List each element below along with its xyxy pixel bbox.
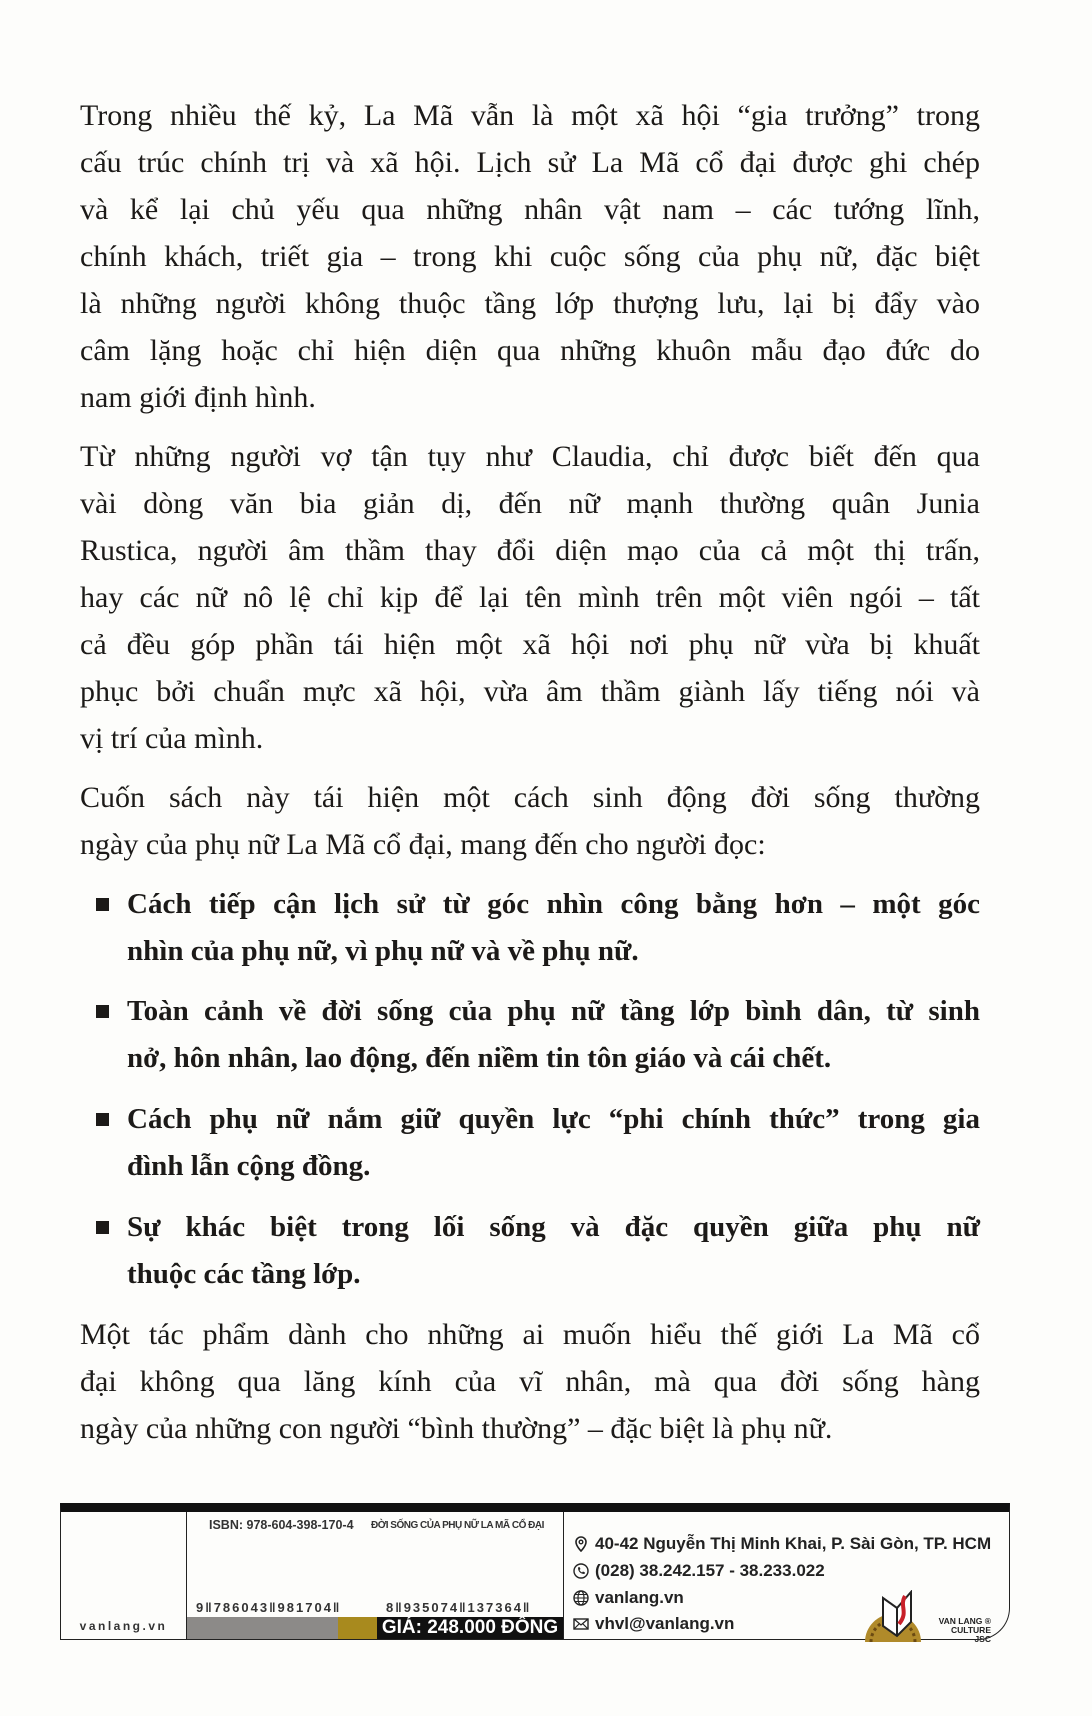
text-line: Trong nhiều thế kỷ, La Mã vẫn là một xã hội “gia trưởng” trong <box>80 99 980 132</box>
publisher-footer <box>60 1503 1010 1644</box>
text-line: vài dòng văn bia giản dị, đến nữ mạnh thường quân Junia <box>80 487 980 520</box>
globe-icon <box>573 1590 589 1606</box>
text-line: Rustica, người âm thầm thay đổi diện mạo của cả một thị trấn, <box>80 534 980 567</box>
text-line: nở, hôn nhân, lao động, đến niềm tin tôn giáo và cái chết. <box>127 1042 832 1074</box>
brand-line: VAN LANG ® <box>938 1616 991 1626</box>
square-bullet-icon <box>96 1221 109 1234</box>
price-label: GIÁ: 248.000 ĐỒNG <box>377 1617 563 1639</box>
text-line: câm lặng hoặc chỉ hiện diện qua những khuôn mẫu đạo đức do <box>80 334 980 367</box>
book-title: ĐỜI SỐNG CỦA PHỤ NỮ LA MÃ CỔ ĐẠI <box>371 1520 544 1531</box>
text-line: ngày của phụ nữ La Mã cổ đại, mang đến cho người đọc: <box>80 828 766 861</box>
brand-line: CULTURE JSC <box>951 1625 991 1644</box>
text-line: Từ những người vợ tận tụy như Claudia, chỉ được biết đến qua <box>80 440 980 473</box>
text-line: Cách tiếp cận lịch sử từ góc nhìn công bằng hơn – một góc <box>127 888 980 920</box>
brand-name <box>933 1617 991 1644</box>
gray-bar <box>187 1617 338 1639</box>
email[interactable]: vhvl@vanlang.vn <box>595 1614 735 1633</box>
email-row <box>573 1614 734 1634</box>
text-line: là những người không thuộc tầng lớp thượng lưu, lại bị đẩy vào <box>80 287 980 320</box>
text-line: phục bởi chuẩn mực xã hội, vừa âm thầm giành lấy tiếng nói và <box>80 675 980 708</box>
envelope-icon <box>573 1616 589 1632</box>
text-line: hay các nữ nô lệ chỉ kịp để lại tên mình trên một viên ngói – tất <box>80 581 980 614</box>
phone-icon <box>573 1563 589 1579</box>
isbn: ISBN: 978-604-398-170-4 <box>209 1518 354 1532</box>
text-line: đại không qua lăng kính của vĩ nhân, mà qua đời sống hàng <box>80 1365 980 1398</box>
website[interactable]: vanlang.vn <box>595 1588 684 1607</box>
phone-row <box>573 1561 825 1581</box>
text-line: chính khách, triết gia – trong khi cuộc sống của phụ nữ, đặc biệt <box>80 240 980 273</box>
paragraph-examples <box>80 433 980 762</box>
text-line: Một tác phẩm dành cho những ai muốn hiểu thế giới La Mã cổ <box>80 1318 980 1351</box>
text-line: và kể lại chủ yếu qua những nhân vật nam – các tướng lĩnh, <box>80 193 980 226</box>
square-bullet-icon <box>96 1113 109 1126</box>
location-pin-icon <box>573 1536 589 1552</box>
text-line: cả đều góp phần tái hiện một xã hội nơi phụ nữ vừa bị khuất <box>80 628 980 661</box>
text-line: đình lẫn cộng đồng. <box>127 1150 371 1182</box>
text-line: nhìn của phụ nữ, vì phụ nữ và về phụ nữ. <box>127 935 639 967</box>
van-lang-logo-icon <box>861 1590 925 1642</box>
paragraph-book-intro <box>80 774 980 868</box>
text-line: Cách phụ nữ nắm giữ quyền lực “phi chính thức” trong gia <box>127 1103 980 1135</box>
text-line: Toàn cảnh về đời sống của phụ nữ tầng lớp bình dân, từ sinh <box>127 995 980 1027</box>
text-line: vị trí của mình. <box>80 722 264 755</box>
paragraph-intro <box>80 92 980 421</box>
text-line: cấu trúc chính trị và xã hội. Lịch sử La Mã cổ đại được ghi chép <box>80 146 980 179</box>
website-label: vanlang.vn <box>79 1619 168 1633</box>
divider <box>563 1512 564 1639</box>
square-bullet-icon <box>96 1005 109 1018</box>
text-line: nam giới định hình. <box>80 381 316 414</box>
gold-bar <box>338 1617 377 1639</box>
square-bullet-icon <box>96 898 109 911</box>
barcode-number-ean: 8‖935074‖137364‖ <box>386 1600 532 1615</box>
text-line: ngày của những con người “bình thường” – đặc biệt là phụ nữ. <box>80 1412 833 1445</box>
barcode-number-isbn: 9‖786043‖981704‖ <box>196 1600 342 1615</box>
text-line: Cuốn sách này tái hiện một cách sinh động đời sống thường <box>80 781 980 814</box>
text-line: Sự khác biệt trong lối sống và đặc quyền giữa phụ nữ <box>127 1211 980 1243</box>
phone: (028) 38.242.157 - 38.233.022 <box>595 1561 825 1580</box>
address-row <box>573 1534 991 1554</box>
paragraph-conclusion <box>80 1311 980 1452</box>
website-row <box>573 1588 684 1608</box>
address: 40-42 Nguyễn Thị Minh Khai, P. Sài Gòn, TP. HCM <box>595 1534 992 1553</box>
text-line: thuộc các tầng lớp. <box>127 1258 361 1290</box>
